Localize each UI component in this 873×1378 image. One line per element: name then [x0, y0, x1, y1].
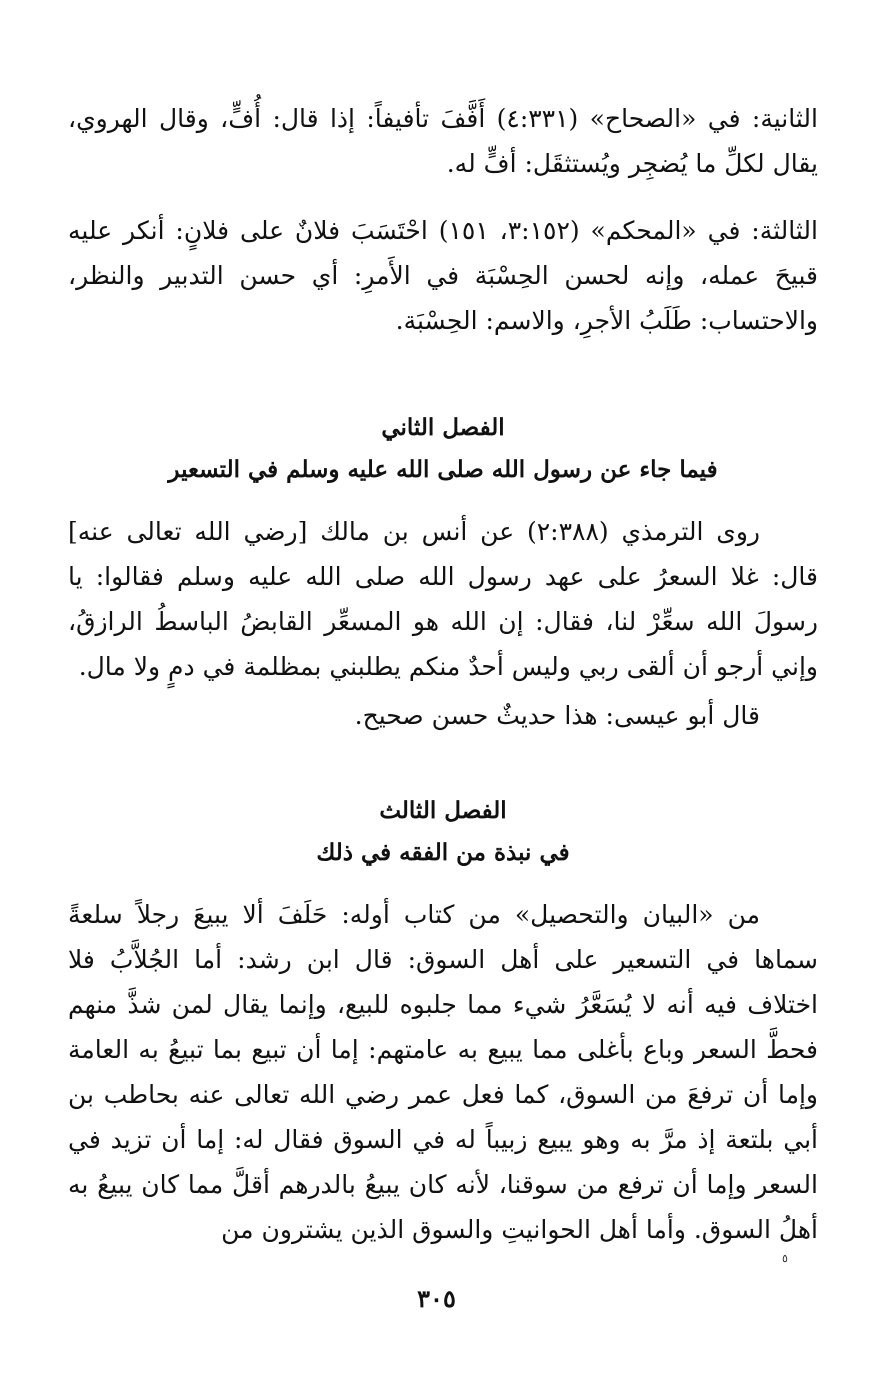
section2-subtitle: فيما جاء عن رسول الله صلى الله عليه وسلم في التسعير [168, 456, 718, 483]
section3-title: الفصل الثالث [379, 797, 507, 824]
section2-title: الفصل الثاني [381, 414, 505, 441]
paragraph-abu-isa: قال أبو عيسى: هذا حديثٌ حسن صحيح. [354, 701, 760, 730]
page-body [68, 96, 818, 1252]
paragraph-muhkam: الثالثة: في «المحكم» (٣:١٥٢، ١٥١) احْتَسَبَ فلانٌ على فلانٍ: أنكر عليه قبيحَ عمله، وإنه لحسن الحِسْبَة في الأَمرِ: أي حسن التدبير والنظر، والاحتساب: طَلَبُ الأجرِ، والاسم: الحِسْبَة. [68, 216, 818, 335]
footnote-mark: ٥ [782, 1252, 788, 1265]
page-number: ٣٠٥ [417, 1284, 456, 1313]
paragraph-sihah: الثانية: في «الصحاح» (٤:٣٣١) أَفَّفَ تأفيفاً: إذا قال: أُفٍّ، وقال الهروي، يقال لكلِّ ما يُضجِر ويُستثقَل: أفٍّ له. [68, 104, 818, 178]
paragraph-tirmidhi: روى الترمذي (٢:٣٨٨) عن أنس بن مالك [رضي الله تعالى عنه] قال: غلا السعرُ على عهد رسول الله صلى الله عليه وسلم فقالوا: يا رسولَ الله سعِّرْ لنا، فقال: إن الله هو المسعِّر القابضُ الباسطُ الرازقُ، وإني أرجو أن ألقى ربي وليس أحدٌ منكم يطلبني بمظلمة في دمٍ ولا مال. [68, 517, 818, 681]
section3-subtitle: في نبذة من الفقه في ذلك [316, 839, 570, 866]
paragraph-bayan: من «البيان والتحصيل» من كتاب أوله: حَلَفَ ألا يبيعَ رجلاً سلعةً سماها في التسعير على أهل السوق: قال ابن رشد: أما الجُلاَّبُ فلا اختلاف فيه أنه لا يُسَعَّرُ شيء مما جلبوه للبيع، وإنما يقال لمن شذَّ منهم فحطَّ السعر وباع بأغلى مما يبيع به عامتهم: إما أن تبيع بما تبيعُ به العامة وإما أن ترفعَ من السوق، كما فعل عمر رضي الله تعالى عنه بحاطب بن أبي بلتعة إذ مرَّ به وهو يبيع زبيباً له في السوق فقال له: إما أن تزيد في السعر وإما أن ترفع من سوقنا، لأنه كان يبيعُ بالدرهم أقلَّ مما كان يبيعُ به أهلُ السوق. وأما أهل الحوانيتِ والسوق الذين يشترون من [68, 900, 818, 1244]
